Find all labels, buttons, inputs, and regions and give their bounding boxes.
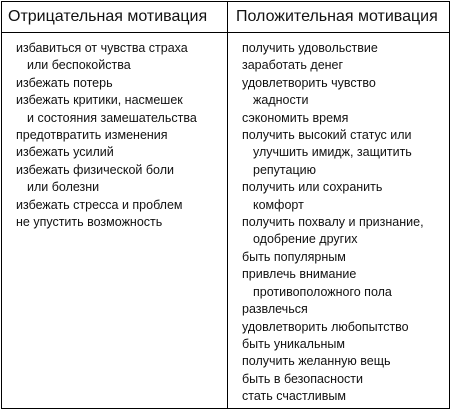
positive-item: получить или сохранить комфорт — [242, 180, 383, 212]
positive-item: быть уникальным — [242, 336, 345, 351]
positive-item: получить удовольствие — [242, 41, 378, 55]
negative-item: предотвратить изменения — [16, 128, 168, 143]
positive-item: быть популярным — [242, 249, 346, 264]
negative-item: избежать физической боли или болезни — [16, 162, 174, 195]
positive-item: получить желанную вещь — [242, 354, 391, 369]
negative-motivation-header: Отрицательная мотивация — [8, 8, 208, 25]
positive-motivation-header: Положительная мотивация — [236, 8, 438, 25]
positive-item: развлечься — [242, 302, 308, 317]
negative-item: избежать усилий — [16, 145, 114, 160]
positive-item: получить высокий статус или улучшить имидж, защитить репутацию — [242, 128, 412, 177]
negative-item: избежать критики, насмешек и состояния замешательства — [16, 93, 197, 125]
negative-item: избежать стресса и проблем — [16, 197, 183, 212]
positive-motivation-list — [242, 40, 447, 406]
header-divider — [2, 32, 449, 33]
positive-item: сэкономить время — [242, 110, 349, 125]
negative-item: избежать потерь — [16, 75, 113, 90]
negative-item: избавиться от чувства страха или беспокойства — [16, 41, 188, 73]
positive-item: удовлетворить чувство жадности — [242, 75, 376, 108]
positive-item: привлечь внимание противоположного пола — [242, 267, 392, 299]
positive-item: быть в безопасности — [242, 371, 363, 386]
column-divider — [227, 2, 228, 408]
motivation-table — [1, 1, 450, 409]
positive-item: удовлетворить любопытство — [242, 319, 409, 334]
positive-item: заработать денег — [242, 58, 344, 73]
negative-item: не упустить возможность — [16, 215, 163, 230]
positive-item: получить похвалу и признание, одобрение других — [242, 215, 424, 247]
positive-item: стать счастливым — [242, 389, 346, 404]
negative-motivation-list — [16, 40, 221, 231]
